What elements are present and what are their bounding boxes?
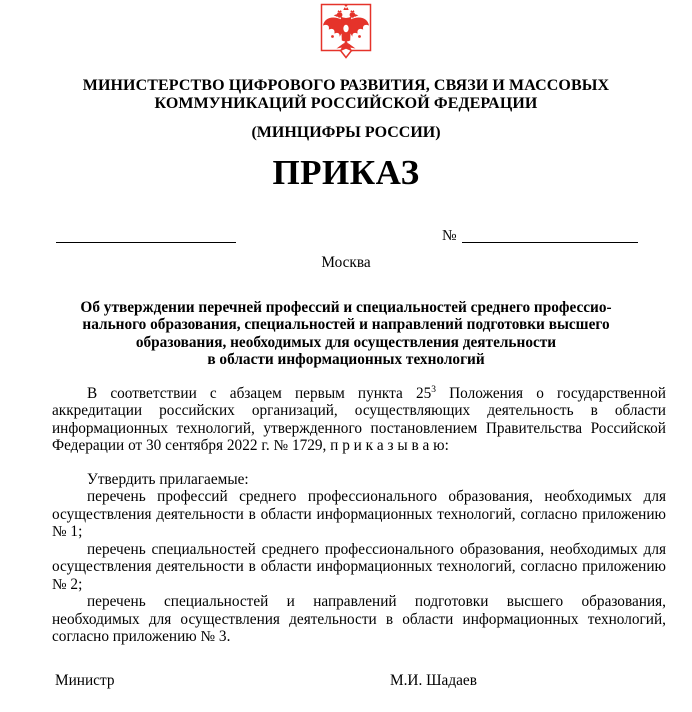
paragraph-legal-basis	[52, 385, 666, 455]
ministry-short-name: (МИНЦИФРЫ РОССИИ)	[251, 124, 441, 141]
russia-coat-of-arms-icon	[320, 3, 372, 61]
emblem-wrap	[0, 0, 692, 64]
document-type-title: ПРИКАЗ	[272, 153, 420, 192]
ministry-name-line2: КОММУНИКАЦИЙ РОССИЙСКОЙ ФЕДЕРАЦИИ	[154, 94, 538, 112]
subject-heading	[0, 299, 692, 369]
ministry-name	[0, 77, 692, 112]
ministry-name-line1: МИНИСТЕРСТВО ЦИФРОВОГО РАЗВИТИЯ, СВЯЗИ И МАССОВЫХ	[82, 77, 610, 94]
signature-position: Министр	[55, 671, 115, 689]
paragraph-annex-2: перечень специальностей среднего профессионального образования, необходимых для осуществления деятельности в области информационных технологий, согласно приложению № 2;	[52, 540, 666, 593]
signature-name: М.И. Шадаев	[390, 671, 477, 689]
paragraph-approve: Утвердить прилагаемые:	[87, 470, 249, 488]
number-sign: №	[442, 227, 457, 244]
city-label: Москва	[321, 254, 371, 271]
subject-line: образования, необходимых для осуществления деятельности	[135, 333, 557, 351]
body-text	[0, 385, 692, 646]
date-blank-line	[56, 242, 236, 243]
legal-basis-text-end: Положения о государственной аккредитации российских организаций, осуществляющих деятельность в области информационных технологий, утвержденного постановлением Правительства Российской Федерации от 30 сентября 2022 г. № 1729, п р и к а з ы в а ю:	[52, 384, 666, 455]
subject-line: в области информационных технологий	[207, 351, 485, 369]
subject-line: нального образования, специальностей и направлений подготовки высшего	[82, 316, 610, 334]
footnote-superscript: 3	[431, 384, 436, 395]
paragraph-annex-3: перечень специальностей и направлений подготовки высшего образования, необходимых для осуществления деятельности в области информационных технологий, согласно приложению № 3.	[52, 593, 666, 646]
paragraph-annex-1: перечень профессий среднего профессионального образования, необходимых для осуществления деятельности в области информационных технологий, согласно приложению № 1;	[52, 488, 666, 541]
number-blank-line	[462, 242, 638, 243]
subject-line: Об утверждении перечней профессий и специальностей среднего профессио-	[80, 299, 612, 316]
date-number-row	[0, 227, 692, 245]
legal-basis-text-start: В соответствии с абзацем первым пункта 25	[87, 384, 432, 402]
signature-row	[0, 672, 692, 689]
